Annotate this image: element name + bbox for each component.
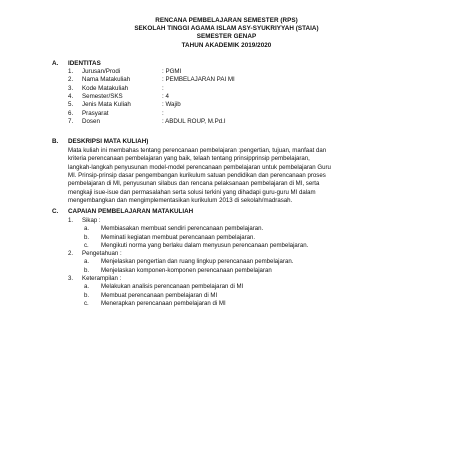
row-value: : (162, 84, 164, 92)
item-text: Melakukan analisis perencanaan pembelajaran di MI (101, 283, 244, 291)
row-value: : Wajib (162, 101, 181, 109)
capaian-item (68, 300, 308, 308)
row-label: Semester/SKS (82, 93, 123, 101)
capaian-item (68, 283, 308, 291)
item-text: Membiasakan membuat sendiri perencanaan pembelajaran. (101, 225, 264, 233)
capaian-item (68, 242, 308, 250)
capaian-group-heading (68, 275, 308, 283)
item-letter: a. (84, 258, 90, 266)
row-value: : 4 (162, 93, 169, 101)
group-label: Pengetahuan : (82, 250, 122, 258)
item-text: Meminati kegiatan membuat perencanaan pembelajaran. (101, 233, 256, 241)
identitas-row (68, 76, 235, 84)
header-academic-year: TAHUN AKADEMIK 2019/2020 (181, 41, 272, 49)
item-letter: b. (84, 233, 90, 241)
capaian-item (68, 258, 308, 266)
capaian-list (68, 217, 308, 308)
capaian-item (68, 234, 308, 242)
identitas-row (68, 85, 235, 93)
deskripsi-paragraph (68, 147, 398, 205)
identitas-list (68, 68, 235, 126)
row-number: 7. (68, 118, 74, 126)
capaian-group-heading (68, 250, 308, 258)
row-label: Kode Matakuliah (82, 84, 129, 92)
identitas-row (68, 101, 235, 109)
paragraph-line: langkah-langkah penyusunan model-model perencanaan pembelajaran untuk pembelajaran Guru (68, 163, 331, 171)
section-title: IDENTITAS (68, 60, 101, 67)
row-number: 6. (68, 109, 74, 117)
item-text: Menjelaskan pengertian dan ruang lingkup perencanaan pembelajaran. (101, 258, 294, 266)
row-value: : PEMBELAJARAN PAI MI (162, 76, 235, 84)
paragraph-line: kriteria perencanaan pembelajaran yang baik, telaah tentang prinsipprinsip pembelajaran, (68, 155, 310, 163)
item-letter: b. (84, 291, 90, 299)
paragraph-line: mengembangkan dan mengimplementasikan kurikulum 2013 di sekolah/madrasah. (68, 197, 293, 205)
group-number: 1. (68, 217, 74, 224)
row-label: Nama Matakuliah (82, 76, 131, 84)
row-label: Prasyarat (82, 109, 109, 117)
group-number: 2. (68, 250, 74, 258)
header-institution: SEKOLAH TINGGI AGAMA ISLAM ASY-SYUKRIYYAH (STAIA) (134, 25, 319, 33)
item-text: Membuat perencanaan pembelajaran di MI (101, 291, 218, 299)
section-title: CAPAIAN PEMBELAJARAN MATAKULIAH (68, 208, 194, 215)
row-number: 5. (68, 101, 74, 109)
capaian-item (68, 292, 308, 300)
identitas-row (68, 110, 235, 118)
item-text: Menjelaskan komponen-komponen perencanaan pembelajaran (101, 266, 272, 274)
row-value: : PGMI (162, 68, 182, 75)
paragraph-line: mengkaji isue-isue dan permasalahan serta solusi terkini yang dihadapi guru-guru MI dalam (68, 188, 316, 196)
paragraph-line: Mata kuliah ini membahas tentang perencanaan pembelajaran :pengertian, tujuan, manfaat dan (68, 147, 327, 154)
row-number: 3. (68, 84, 74, 92)
header-title: RENCANA PEMBELAJARAN SEMESTER (RPS) (155, 17, 298, 24)
section-letter: A. (52, 60, 59, 67)
section-capaian-heading (52, 208, 193, 215)
section-identitas-heading (52, 60, 101, 67)
item-letter: c. (84, 241, 89, 249)
row-number: 1. (68, 68, 74, 75)
item-text: Mengikuti norma yang berlaku dalam menyusun perencanaan pembelajaran. (101, 241, 309, 249)
group-label: Sikap : (82, 217, 101, 224)
row-label: Dosen (82, 118, 100, 126)
item-letter: c. (84, 299, 89, 307)
section-title: DESKRIPSI MATA KULIAH) (68, 138, 149, 145)
identitas-row (68, 68, 235, 76)
row-label: Jenis Mata Kuliah (82, 101, 131, 109)
capaian-item (68, 225, 308, 233)
identitas-row (68, 118, 235, 126)
item-letter: a. (84, 283, 90, 291)
row-number: 2. (68, 76, 74, 84)
section-letter: B. (52, 138, 59, 145)
item-text: Menerapkan perencanaan pembelajaran di MI (101, 299, 226, 307)
section-letter: C. (52, 208, 59, 215)
header-semester: SEMESTER GENAP (196, 33, 257, 41)
item-letter: a. (84, 225, 90, 233)
row-value: : (162, 109, 164, 117)
paragraph-line: MI. Prinsip-prinsip dasar pengembangan kurikulum satuan pendidikan dan perencanaan proses (68, 172, 326, 180)
document-header (0, 17, 453, 50)
paragraph-line: pembelajaran di MI, penyusunan silabus dan rencana pelaksanaan pembelajaran di MI, serta (68, 180, 320, 188)
row-value: : ABDUL ROUP, M.Pd.I (162, 118, 226, 126)
row-label: Jurusan/Prodi (82, 68, 121, 75)
capaian-item (68, 267, 308, 275)
group-number: 3. (68, 275, 74, 283)
section-deskripsi-heading (52, 138, 148, 145)
group-label: Keterampilan : (82, 275, 122, 283)
row-number: 4. (68, 93, 74, 101)
identitas-row (68, 93, 235, 101)
capaian-group-heading (68, 217, 308, 225)
item-letter: b. (84, 266, 90, 274)
